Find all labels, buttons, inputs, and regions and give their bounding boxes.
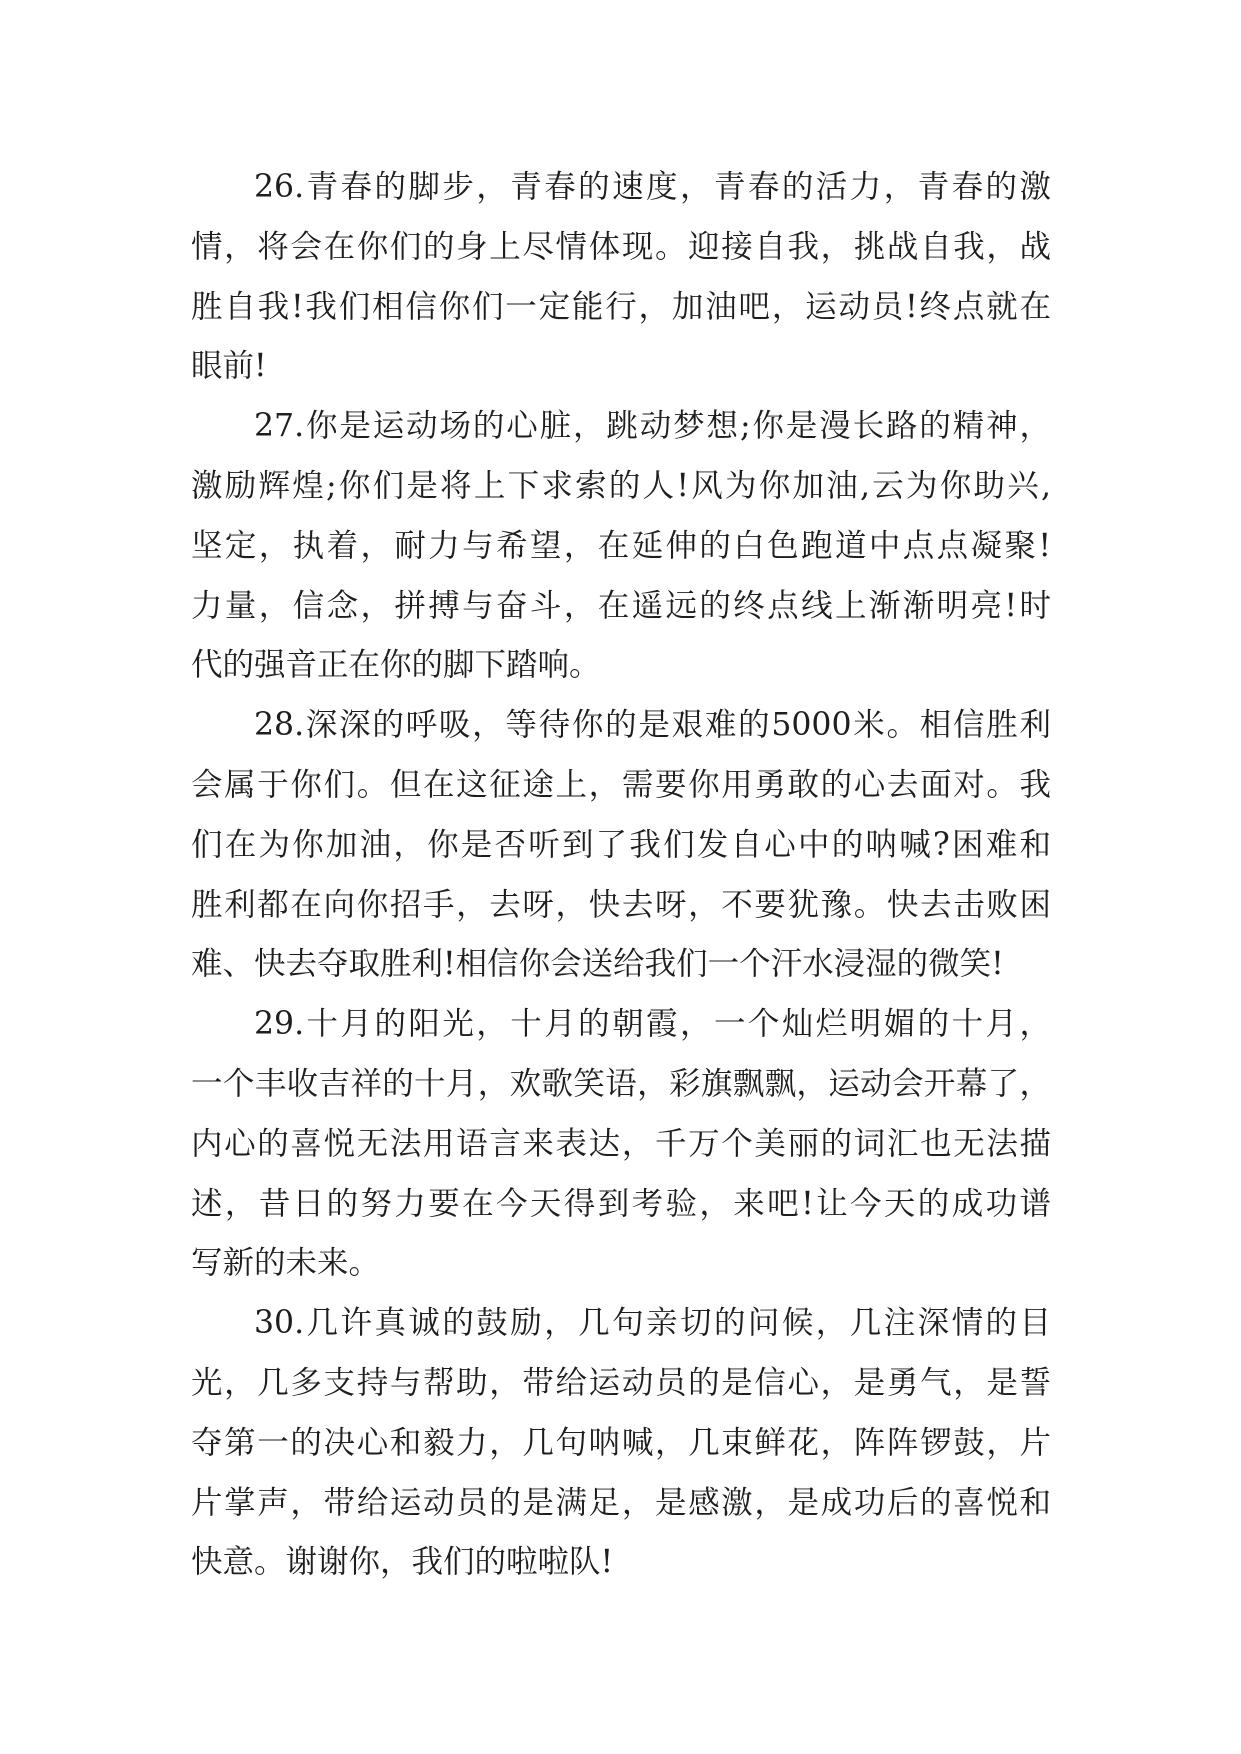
paragraph-line: 片掌声，带给运动员的是满足，是感激，是成功后的喜悦和 (191, 1484, 1051, 1521)
paragraph-26 (191, 158, 1051, 397)
paragraph-line: 激励辉煌;你们是将上下求索的人!风为你加油,云为你助兴, (191, 467, 1051, 504)
paragraph-line: 29.十月的阳光，十月的朝霞，一个灿烂明媚的十月， (254, 1006, 1051, 1043)
paragraph-line: 内心的喜悦无法用语言来表达，千万个美丽的词汇也无法描 (191, 1125, 1051, 1162)
paragraph-line: 眼前! (191, 348, 267, 385)
paragraph-line: 光，几多支持与帮助，带给运动员的是信心，是勇气，是誓 (191, 1364, 1051, 1401)
paragraph-line: 26.青春的脚步，青春的速度，青春的活力，青春的激 (254, 169, 1051, 205)
paragraph-line: 快意。谢谢你，我们的啦啦队! (191, 1544, 614, 1581)
paragraph-line: 27.你是运动场的心脏，跳动梦想;你是漫长路的精神， (254, 408, 1051, 445)
paragraph-line: 会属于你们。但在这征途上，需要你用勇敢的心去面对。我 (191, 766, 1051, 803)
paragraph-line: 情，将会在你们的身上尽情体现。迎接自我，挑战自我，战 (191, 228, 1051, 265)
paragraph-29 (191, 995, 1051, 1294)
paragraph-30 (191, 1294, 1051, 1593)
paragraph-line: 夺第一的决心和毅力，几句呐喊，几束鲜花，阵阵锣鼓，片 (191, 1424, 1051, 1461)
paragraph-line: 写新的未来。 (191, 1245, 381, 1282)
paragraph-line: 难、快去夺取胜利!相信你会送给我们一个汗水浸湿的微笑! (191, 946, 1004, 983)
paragraph-27 (191, 397, 1051, 696)
document-body (191, 158, 1051, 1593)
paragraph-line: 胜利都在向你招手，去呀，快去呀，不要犹豫。快去击败困 (191, 886, 1051, 923)
paragraph-line: 们在为你加油，你是否听到了我们发自心中的呐喊?困难和 (191, 826, 1051, 863)
paragraph-line: 坚定，执着，耐力与希望，在延伸的白色跑道中点点凝聚! (191, 527, 1051, 564)
paragraph-28 (191, 696, 1051, 995)
paragraph-line: 28.深深的呼吸，等待你的是艰难的5000米。相信胜利 (254, 707, 1051, 744)
paragraph-line: 一个丰收吉祥的十月，欢歌笑语，彩旗飘飘，运动会开幕了， (191, 1065, 1051, 1102)
paragraph-line: 述，昔日的努力要在今天得到考验，来吧!让今天的成功谱 (191, 1185, 1051, 1222)
paragraph-line: 力量，信念，拼搏与奋斗，在遥远的终点线上渐渐明亮!时 (191, 587, 1051, 624)
paragraph-line: 30.几许真诚的鼓励，几句亲切的问候，几注深情的目 (254, 1305, 1051, 1342)
paragraph-line: 胜自我!我们相信你们一定能行，加油吧，运动员!终点就在 (191, 288, 1051, 325)
paragraph-line: 代的强音正在你的脚下踏响。 (191, 647, 601, 684)
